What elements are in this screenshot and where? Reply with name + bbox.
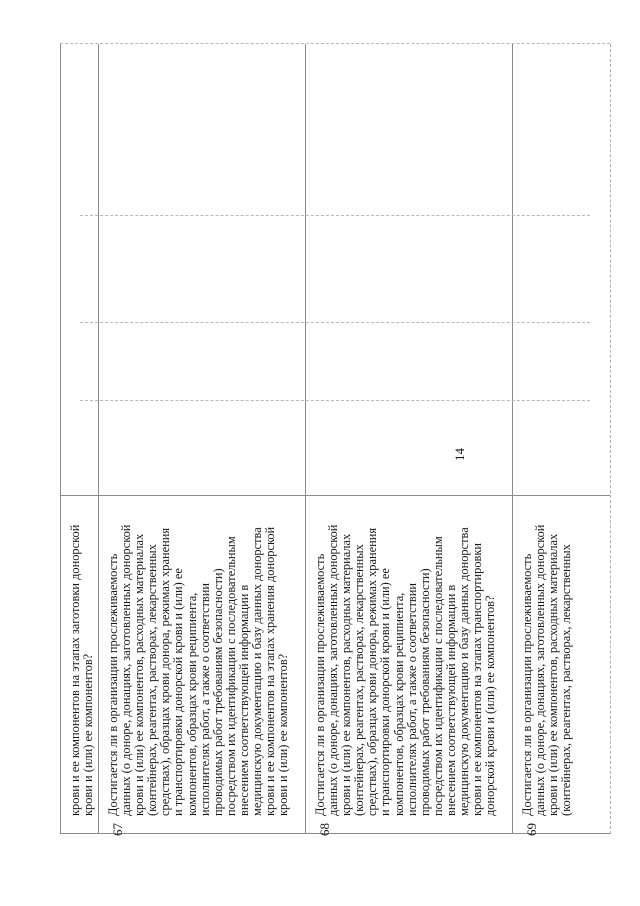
column-divider	[80, 322, 590, 323]
row-divider	[512, 44, 513, 834]
row-divider	[98, 44, 99, 834]
row-text: Достигается ли в организации прослеживаемость данных (о доноре, донациях, заготовленных донорской крови и (или) ее компонентов, расходных материалах (контейнерах, реагентах, растворах, лекарственных средствах), образцах крови донора, режимах хранения и транспортировки донорской крови и (или) ее компонентов, образцах крови реципиента, исполнителях работ, а также о соответствии проводимых работ требованиям безопасности) посредством их идентификации с последовательным внесением соответствующей информации в медицинскую документацию и базу данных донорства крови и ее компонентов на этапах хранения донорской крови и (или) ее компонентов?	[106, 524, 291, 816]
table-border-top	[60, 44, 61, 834]
page-number: 14	[452, 448, 467, 461]
table-border-bottom	[610, 44, 611, 834]
row-text: Достигается ли в организации прослеживаемость данных (о доноре, донациях, заготовленных донорской крови и (или) ее компонентов, расходных материалах (контейнерах, реагентах, растворах, лекарственных средствах), образцах крови донора, режимах хранения и транспортировки донорской крови и (или) ее компонентов, образцах крови реципиента, исполнителях работ, а также о соответствии проводимых работ требованиям безопасности) посредством их идентификации с последовательным внесением соответствующей информации в медицинскую документацию и базу данных донорства крови и ее компонентов на этапах транспортировки донорской крови и (или) ее компонентов?	[313, 524, 498, 816]
column-divider	[60, 495, 610, 496]
row-text: крови и ее компонентов на этапах заготовки донорской крови и (или) ее компонентов?	[68, 524, 96, 816]
row-number: 69	[524, 823, 539, 836]
row-number: 68	[317, 823, 332, 836]
column-divider	[60, 43, 610, 44]
column-divider	[80, 215, 590, 216]
row-number: 67	[110, 823, 125, 836]
row-divider	[305, 44, 306, 834]
row-text: Достигается ли в организации прослеживаемость данных (о доноре, донациях, заготовленных донорской крови и (или) ее компонентов, расходных материалах (контейнерах, реагентах, растворах, лекарственных	[520, 524, 574, 816]
column-divider	[80, 400, 590, 401]
